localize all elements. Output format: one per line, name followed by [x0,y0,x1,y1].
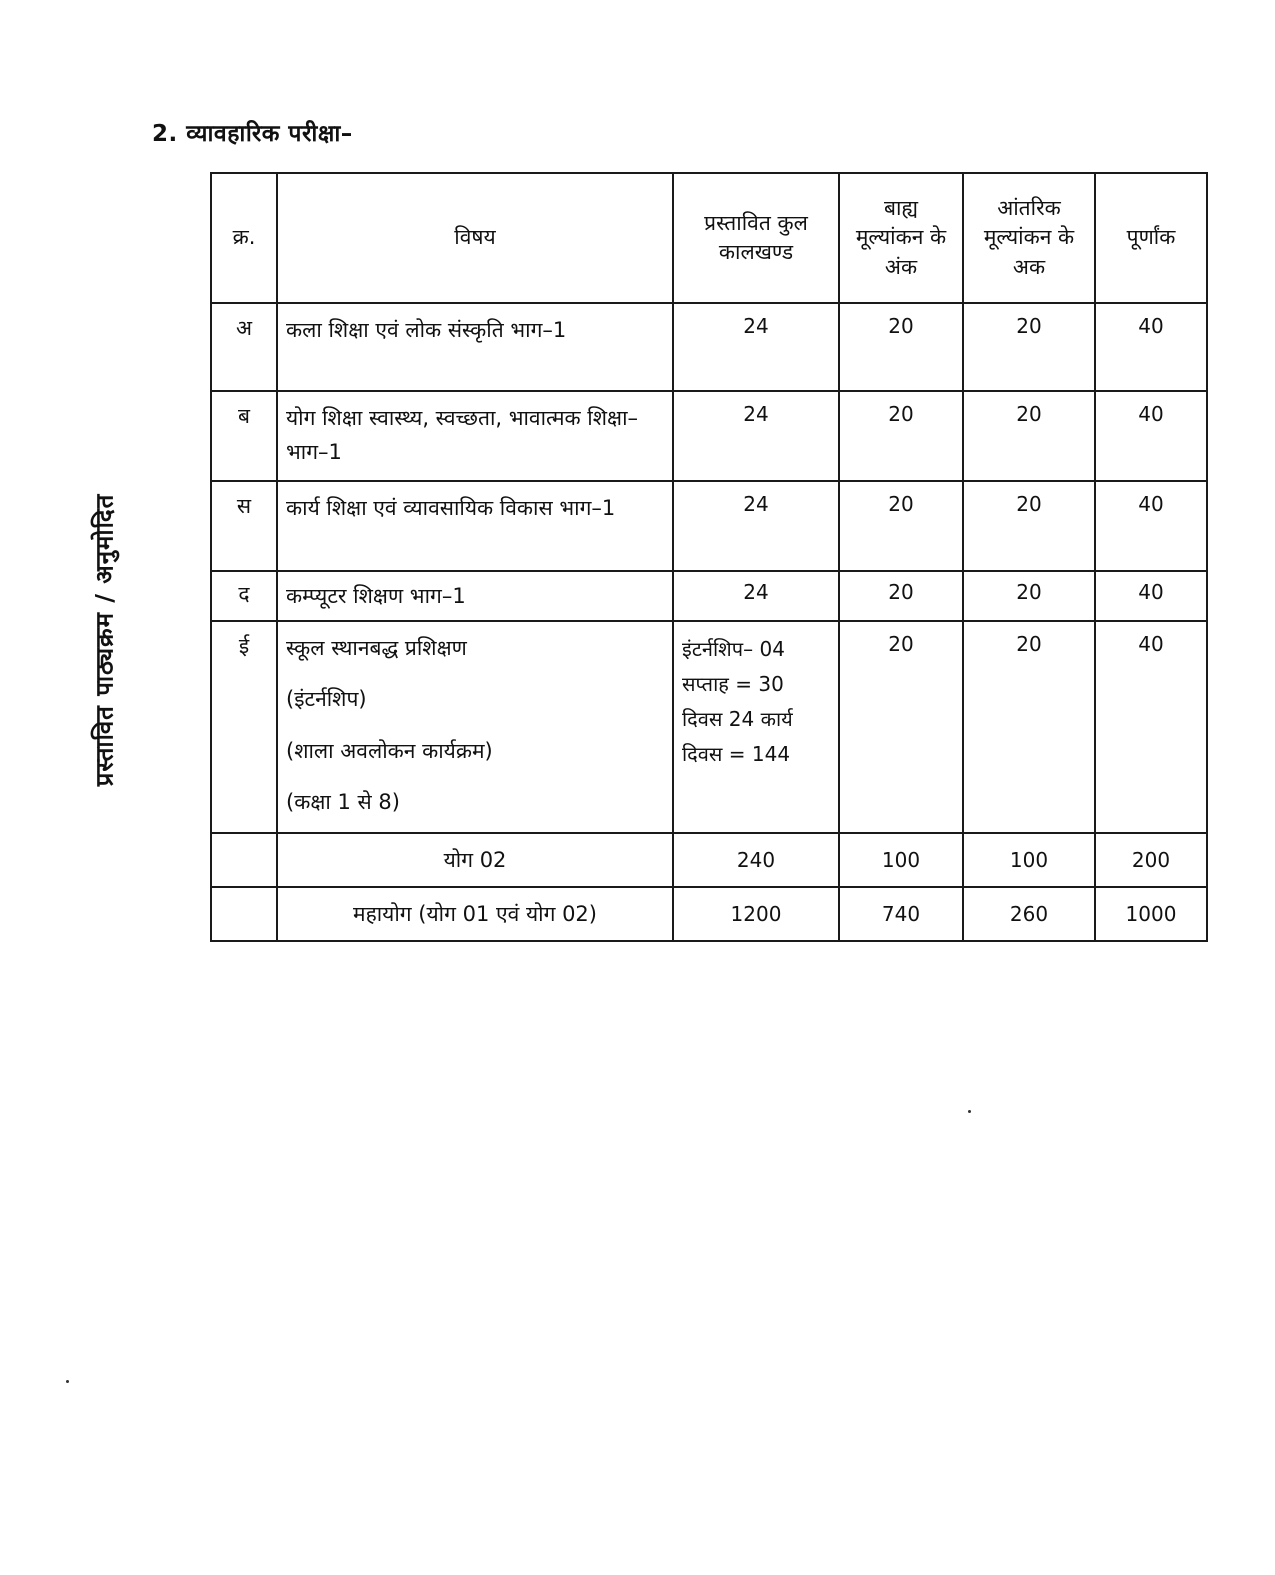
subject-line: (शाला अवलोकन कार्यक्रम) [286,738,493,763]
scan-speck [968,1110,971,1113]
subject-line: स्कूल स्थानबद्ध प्रशिक्षण [286,635,467,660]
row-subject: कम्प्यूटर शिक्षण भाग–1 [277,571,673,621]
grand-total-periods: 1200 [673,887,839,941]
row-subject-multiline [277,621,673,833]
row-periods: 24 [673,571,839,621]
row-external: 20 [839,571,963,621]
header-total-marks: पूर्णांक [1095,173,1207,303]
subtotal-external: 100 [839,833,963,887]
period-line: दिवस = 144 [682,741,791,766]
subtotal-sr-empty [211,833,277,887]
margin-stamp-text: प्रस्तावित पाठ्यक्रम / अनुमोदित [90,493,119,787]
subtotal-label: योग 02 [277,833,673,887]
table-row [211,481,1207,571]
row-sr: अ [211,303,277,391]
row-external: 20 [839,303,963,391]
row-total: 40 [1095,303,1207,391]
row-periods: 24 [673,481,839,571]
row-internal: 20 [963,303,1095,391]
row-internal: 20 [963,621,1095,833]
row-sr: ई [211,621,277,833]
grand-total-row [211,887,1207,941]
grand-total-total: 1000 [1095,887,1207,941]
row-external: 20 [839,391,963,481]
row-periods: 24 [673,391,839,481]
table-row [211,571,1207,621]
row-internal: 20 [963,571,1095,621]
grand-total-external: 740 [839,887,963,941]
header-internal-marks: आंतरिक मूल्यांकन के अक [963,173,1095,303]
table-row [211,303,1207,391]
table-row [211,621,1207,833]
row-total: 40 [1095,481,1207,571]
row-external: 20 [839,481,963,571]
row-periods-multiline [673,621,839,833]
scan-speck [66,1380,69,1383]
period-line: इंटर्नशिप– 04 [682,636,785,661]
table-row [211,391,1207,481]
subtotal-total: 200 [1095,833,1207,887]
period-line: सप्ताह = 30 [682,671,784,696]
header-periods: प्रस्तावित कुल कालखण्ड [673,173,839,303]
grand-total-label: महायोग (योग 01 एवं योग 02) [277,887,673,941]
header-subject: विषय [277,173,673,303]
row-sr: स [211,481,277,571]
row-subject: कार्य शिक्षा एवं व्यावसायिक विकास भाग–1 [277,481,673,571]
row-total: 40 [1095,621,1207,833]
row-total: 40 [1095,571,1207,621]
row-external: 20 [839,621,963,833]
grand-total-internal: 260 [963,887,1095,941]
subtotal-internal: 100 [963,833,1095,887]
row-sr: द [211,571,277,621]
subject-line: (इंटर्नशिप) [286,687,367,712]
practical-exam-table [210,172,1208,942]
row-sr: ब [211,391,277,481]
table-header-row [211,173,1207,303]
row-total: 40 [1095,391,1207,481]
row-internal: 20 [963,481,1095,571]
row-periods: 24 [673,303,839,391]
grand-total-sr-empty [211,887,277,941]
header-sr: क्र. [211,173,277,303]
header-external-marks: बाह्य मूल्यांकन के अंक [839,173,963,303]
subtotal-row [211,833,1207,887]
period-line: दिवस 24 कार्य [682,706,793,731]
subject-line: (कक्षा 1 से 8) [286,790,400,815]
subtotal-periods: 240 [673,833,839,887]
section-heading: 2. व्यावहारिक परीक्षा– [152,121,353,147]
row-subject: कला शिक्षा एवं लोक संस्कृति भाग–1 [277,303,673,391]
row-internal: 20 [963,391,1095,481]
row-subject: योग शिक्षा स्वास्थ्य, स्वच्छता, भावात्मक शिक्षा– भाग–1 [277,391,673,481]
